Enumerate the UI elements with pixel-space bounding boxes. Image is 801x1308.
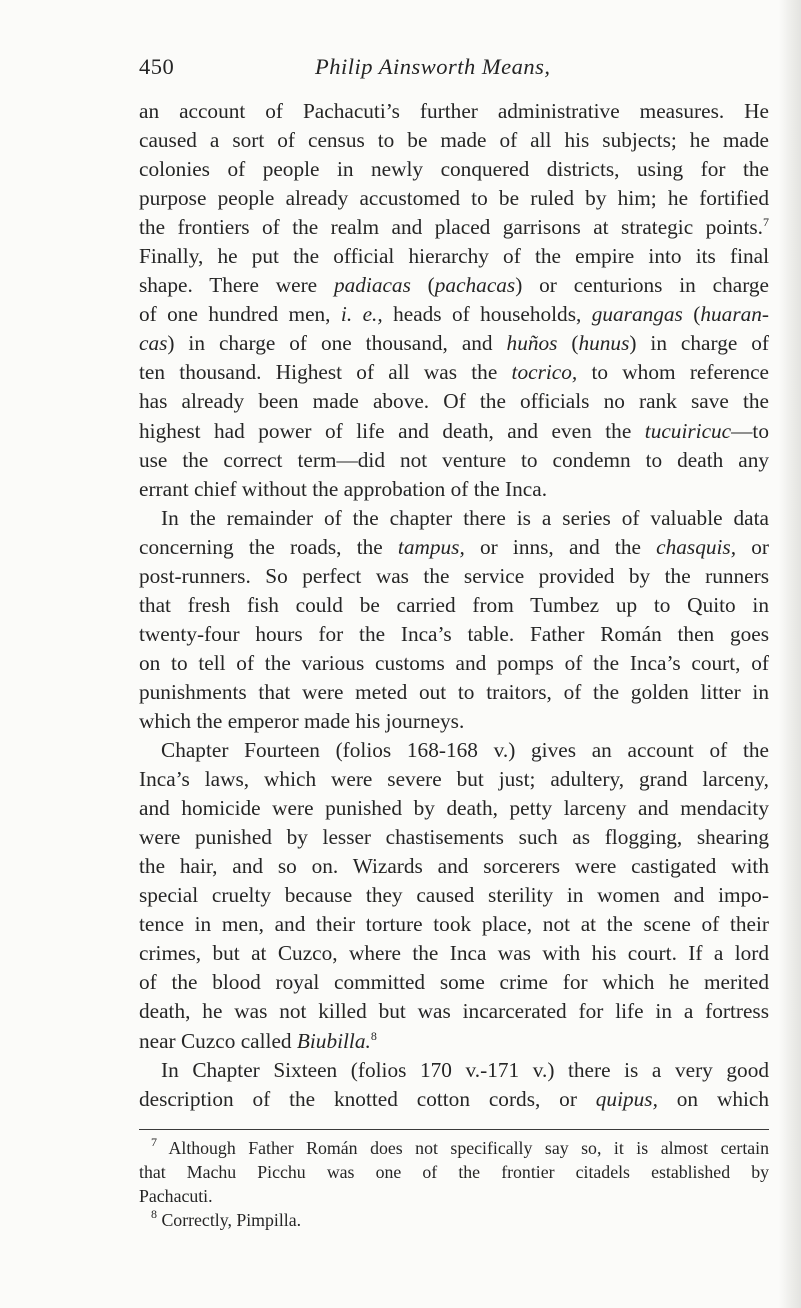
text-run: has already been made above. Of the officials no rank save the: [139, 389, 769, 414]
text-run: near Cuzco called: [139, 1028, 297, 1053]
text-run: purpose people already accustomed to be ruled by him; he fortified: [139, 186, 769, 211]
text-run: use the correct term—did not venture to condemn to death any: [139, 447, 769, 472]
text-run: and homicide were punished by death, petty larceny and mendacity: [139, 796, 769, 821]
text-run: on to tell of the various customs and pomps of the Inca’s court, of: [139, 650, 769, 675]
text-line: [139, 126, 769, 155]
italic-term: hunus: [578, 331, 630, 356]
text-line: [139, 591, 769, 620]
italic-term: pachacas: [434, 273, 516, 298]
text-line: [139, 504, 769, 533]
text-line: [139, 620, 769, 649]
footnote-marker: 7: [151, 1135, 157, 1149]
text-run: concerning the roads, the: [139, 534, 398, 559]
running-title: Philip Ainsworth Means,: [315, 54, 551, 79]
footnote-marker: 8: [151, 1207, 157, 1221]
text-run: ) in charge of one thousand, and: [167, 331, 507, 356]
text-run: the frontiers of the realm and placed garrisons at strategic points.: [139, 215, 763, 240]
text-line: [139, 446, 769, 475]
text-run: (: [557, 331, 579, 356]
text-run: errant chief without the approbation of the Inca.: [139, 476, 548, 501]
text-line: [139, 271, 769, 300]
text-run: punishments that were meted out to traitors, of the golden litter in: [139, 679, 769, 704]
text-run: the hair, and so on. Wizards and sorcerers were castigated with: [139, 854, 769, 879]
text-line: [139, 852, 769, 881]
italic-term: huños: [506, 331, 558, 356]
text-run: Inca’s laws, which were severe but just; adultery, grand larceny,: [139, 767, 769, 792]
text-run: (: [410, 273, 435, 298]
text-run: highest had power of life and death, and even the: [139, 418, 645, 443]
text-line: [139, 823, 769, 852]
text-run: or inns, and the: [464, 534, 657, 559]
footnotes: [139, 1136, 769, 1232]
footnote-rule: [139, 1129, 769, 1130]
text-line: [139, 242, 769, 271]
text-run: that Machu Picchu was one of the frontier citadels established by: [139, 1162, 769, 1182]
text-line: [139, 765, 769, 794]
text-line: [139, 300, 769, 329]
text-line: [139, 475, 769, 504]
italic-term: guarangas: [591, 302, 683, 327]
text-run: that fresh fish could be carried from Tumbez up to Quito in: [139, 592, 769, 617]
text-run: Finally, he put the official hierarchy of the empire into its final: [139, 244, 769, 269]
text-run: colonies of people in newly conquered districts, using for the: [139, 157, 769, 182]
text-line: [139, 910, 769, 939]
text-run: were punished by lesser chastisements such as flogging, shearing: [139, 825, 769, 850]
italic-term: tucuiricuc: [644, 418, 732, 443]
text-line: [139, 736, 769, 765]
text-run: In Chapter Sixteen (folios 170 v.-171 v.) there is a very good: [161, 1057, 769, 1082]
text-line: [139, 1056, 769, 1085]
text-run: shape. There were: [139, 273, 334, 298]
text-line: [139, 678, 769, 707]
italic-term: i. e.,: [340, 302, 383, 327]
running-header: [139, 50, 739, 84]
text-run: special cruelty because they caused sterility in women and impo-: [139, 883, 769, 908]
text-line: [139, 562, 769, 591]
text-line: [139, 794, 769, 823]
footnote-line: [139, 1136, 769, 1160]
text-run: Pachacuti.: [139, 1186, 213, 1206]
footnote-line: [139, 1184, 769, 1208]
text-line: [139, 155, 769, 184]
text-run: caused a sort of census to be made of all his subjects; he made: [139, 128, 769, 153]
text-line: [139, 533, 769, 562]
text-line: [139, 417, 769, 446]
text-line: [139, 97, 769, 126]
text-line: [139, 1027, 769, 1056]
italic-term: cas: [139, 331, 168, 356]
text-line: [139, 358, 769, 387]
text-line: [139, 1085, 769, 1114]
text-run: ten thousand. Highest of all was the: [139, 360, 512, 385]
footnote-marker: 8: [370, 1028, 377, 1043]
text-run: Chapter Fourteen (folios 168-168 v.) gives an account of the: [161, 738, 769, 763]
text-run: crimes, but at Cuzco, where the Inca was with his court. If a lord: [139, 941, 769, 966]
italic-term: tampus,: [397, 534, 465, 559]
text-run: Correctly, Pimpilla.: [157, 1210, 302, 1230]
text-run: —to: [731, 418, 769, 443]
italic-term: tocrico,: [511, 360, 578, 385]
text-line: [139, 881, 769, 910]
text-run: ) or centurions in charge: [515, 273, 769, 298]
text-line: [139, 707, 769, 736]
page-edge-shadow: [779, 0, 801, 1308]
text-run: tence in men, and their torture took place, not at the scene of their: [139, 912, 769, 937]
italic-term: quipus,: [595, 1086, 658, 1111]
text-run: an account of Pachacuti’s further administrative measures. He: [139, 99, 769, 123]
text-run: twenty-four hours for the Inca’s table. Father Román then goes: [139, 621, 769, 646]
text-run: which the emperor made his journeys.: [139, 708, 465, 733]
text-run: to whom reference: [577, 360, 770, 385]
footnote-line: [139, 1208, 769, 1232]
italic-term: huaran-: [700, 302, 769, 327]
text-line: [139, 213, 769, 242]
text-run: heads of households,: [382, 302, 592, 327]
text-run: death, he was not killed but was incarcerated for life in a fortress: [139, 999, 769, 1024]
text-line: [139, 329, 769, 358]
page-number: 450: [139, 54, 175, 79]
text-line: [139, 939, 769, 968]
text-run: (: [682, 302, 701, 327]
text-line: [139, 184, 769, 213]
body-text: [139, 97, 769, 1114]
italic-term: chasquis,: [656, 534, 737, 559]
italic-term: padiacas: [333, 273, 411, 298]
text-line: [139, 997, 769, 1026]
text-run: ) in charge of: [629, 331, 769, 356]
text-run: post-runners. So perfect was the service provided by the runners: [139, 563, 769, 588]
text-run: description of the knotted cotton cords, or: [139, 1086, 596, 1111]
footnote-line: [139, 1160, 769, 1184]
text-run: on which: [657, 1086, 769, 1111]
text-run: In the remainder of the chapter there is a series of valuable data: [161, 505, 769, 530]
text-line: [139, 968, 769, 997]
footnote-marker: 7: [763, 215, 769, 230]
text-run: of one hundred men,: [139, 302, 341, 327]
text-run: or: [736, 534, 769, 559]
text-run: of the blood royal committed some crime for which he merited: [139, 970, 769, 995]
text-line: [139, 387, 769, 416]
italic-term: Biubilla.: [296, 1028, 371, 1053]
text-run: Although Father Román does not specifically say so, it is almost certain: [157, 1138, 769, 1158]
text-line: [139, 649, 769, 678]
